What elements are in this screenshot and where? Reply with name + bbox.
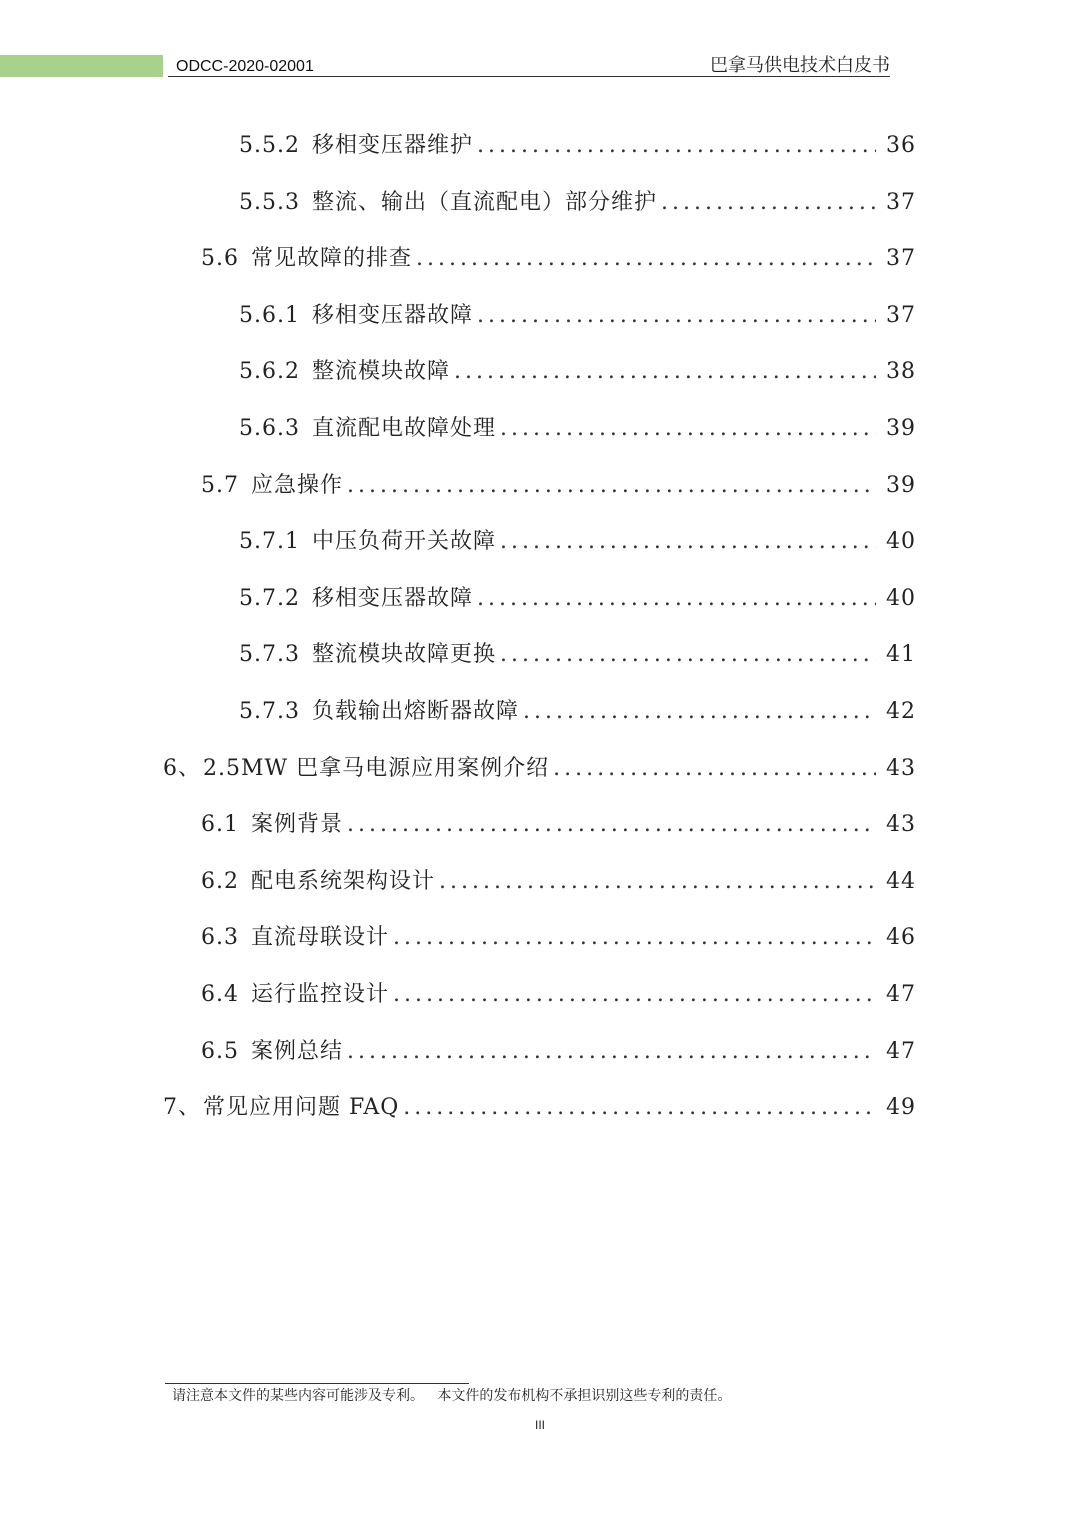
toc-entry-number: 6、 <box>163 756 201 781</box>
toc-entry-number: 5.5.2 <box>239 133 300 158</box>
toc-entry-page: 39 <box>886 416 916 441</box>
toc-entry[interactable] <box>201 923 916 953</box>
toc-entry-label: 常见故障的排查 <box>251 246 413 271</box>
toc-entry[interactable] <box>163 1093 916 1123</box>
toc-entry[interactable] <box>239 584 916 614</box>
toc-entry-label: 移相变压器故障 <box>311 586 473 611</box>
toc-entry-label: 常见应用问题 FAQ <box>203 1095 400 1120</box>
toc-entry-page: 37 <box>886 303 916 328</box>
toc-entry-number: 5.6.3 <box>239 416 300 441</box>
toc-entry-page: 43 <box>886 812 916 837</box>
toc-entry-label: 移相变压器故障 <box>311 303 473 328</box>
toc-entry-page: 37 <box>886 190 916 215</box>
toc-leader-dots <box>523 697 876 727</box>
toc-entry[interactable] <box>239 414 916 444</box>
toc-entry-page: 38 <box>886 359 916 384</box>
toc-entry-page: 43 <box>886 756 916 781</box>
toc-entry-number: 5.5.3 <box>239 190 300 215</box>
toc-entry-page: 42 <box>886 699 916 724</box>
toc-entry-number: 6.5 <box>201 1039 239 1064</box>
toc-entry-page: 37 <box>886 246 916 271</box>
toc-entry-page: 47 <box>886 982 916 1007</box>
toc-leader-dots <box>347 471 876 501</box>
toc-leader-dots <box>500 414 876 444</box>
toc-entry-number: 6.4 <box>201 982 239 1007</box>
toc-entry-page: 46 <box>886 925 916 950</box>
toc-leader-dots <box>439 867 876 897</box>
toc-entry-label: 移相变压器维护 <box>311 133 473 158</box>
toc-entry-page: 49 <box>886 1095 916 1120</box>
toc-entry-number: 5.7.1 <box>239 529 300 554</box>
toc-entry[interactable] <box>239 527 916 557</box>
toc-entry-label: 应急操作 <box>251 473 344 498</box>
footer-patent-note: 请注意本文件的某些内容可能涉及专利。 本文件的发布机构不承担识别这些专利的责任。 <box>172 1388 732 1404</box>
toc-entry-label: 整流模块故障更换 <box>311 642 496 667</box>
toc-entry-label: 直流配电故障处理 <box>311 416 496 441</box>
toc-entry-number: 6.3 <box>201 925 239 950</box>
toc-leader-dots <box>477 131 876 161</box>
toc-entry-label: 整流模块故障 <box>311 359 450 384</box>
toc-leader-dots <box>454 357 876 387</box>
toc-entry-number: 7、 <box>163 1095 201 1120</box>
toc-leader-dots <box>393 980 876 1010</box>
toc-entry[interactable] <box>201 867 916 897</box>
toc-entry-label: 直流母联设计 <box>251 925 390 950</box>
toc-entry-label: 2.5MW 巴拿马电源应用案例介绍 <box>203 756 550 781</box>
toc-entry[interactable] <box>201 1037 916 1067</box>
toc-entry-number: 6.1 <box>201 812 239 837</box>
toc-entry-label: 案例总结 <box>251 1039 344 1064</box>
toc-entry[interactable] <box>239 131 916 161</box>
toc-entry-number: 6.2 <box>201 869 239 894</box>
toc-leader-dots <box>416 244 876 274</box>
toc-entry[interactable] <box>201 244 916 274</box>
toc-entry[interactable] <box>163 754 916 784</box>
toc-leader-dots <box>553 754 876 784</box>
toc-leader-dots <box>393 923 876 953</box>
toc-leader-dots <box>477 584 876 614</box>
toc-entry-label: 负载输出熔断器故障 <box>311 699 519 724</box>
toc-entry-page: 41 <box>886 642 916 667</box>
doc-title: 巴拿马供电技术白皮书 <box>710 55 890 76</box>
toc-leader-dots <box>347 810 876 840</box>
toc-entry-number: 5.7.3 <box>239 642 300 667</box>
toc-entry-label: 配电系统架构设计 <box>251 869 436 894</box>
toc-leader-dots <box>500 527 876 557</box>
toc-leader-dots <box>403 1093 876 1123</box>
toc-entry-label: 运行监控设计 <box>251 982 390 1007</box>
toc-entry-label: 案例背景 <box>251 812 344 837</box>
toc-entry-page: 36 <box>886 133 916 158</box>
toc-entry-number: 5.7.3 <box>239 699 300 724</box>
toc-entry-label: 中压负荷开关故障 <box>311 529 496 554</box>
toc-leader-dots <box>347 1037 876 1067</box>
toc-entry-number: 5.6.1 <box>239 303 300 328</box>
toc-entry-page: 44 <box>886 869 916 894</box>
toc-entry-label: 整流、输出（直流配电）部分维护 <box>311 190 657 215</box>
toc-leader-dots <box>661 188 876 218</box>
toc-entry[interactable] <box>239 188 916 218</box>
doc-code: ODCC-2020-02001 <box>176 58 314 75</box>
toc-entry-page: 40 <box>886 529 916 554</box>
toc-entry[interactable] <box>239 301 916 331</box>
toc-entry[interactable] <box>201 980 916 1010</box>
toc-entry-page: 39 <box>886 473 916 498</box>
toc-entry-number: 5.7 <box>201 473 239 498</box>
toc-entry-number: 5.6 <box>201 246 239 271</box>
toc-entry[interactable] <box>239 357 916 387</box>
toc-leader-dots <box>500 640 876 670</box>
toc-entry[interactable] <box>201 810 916 840</box>
header-green-band <box>0 55 163 77</box>
page-number: III <box>534 1418 545 1432</box>
toc-entry[interactable] <box>239 640 916 670</box>
toc-entry-page: 40 <box>886 586 916 611</box>
toc-entry[interactable] <box>201 471 916 501</box>
header-rule <box>168 76 890 77</box>
toc-entry-page: 47 <box>886 1039 916 1064</box>
footer-rule <box>165 1383 469 1384</box>
toc-leader-dots <box>477 301 876 331</box>
toc-entry-number: 5.7.2 <box>239 586 300 611</box>
toc-entry-number: 5.6.2 <box>239 359 300 384</box>
toc-entry[interactable] <box>239 697 916 727</box>
